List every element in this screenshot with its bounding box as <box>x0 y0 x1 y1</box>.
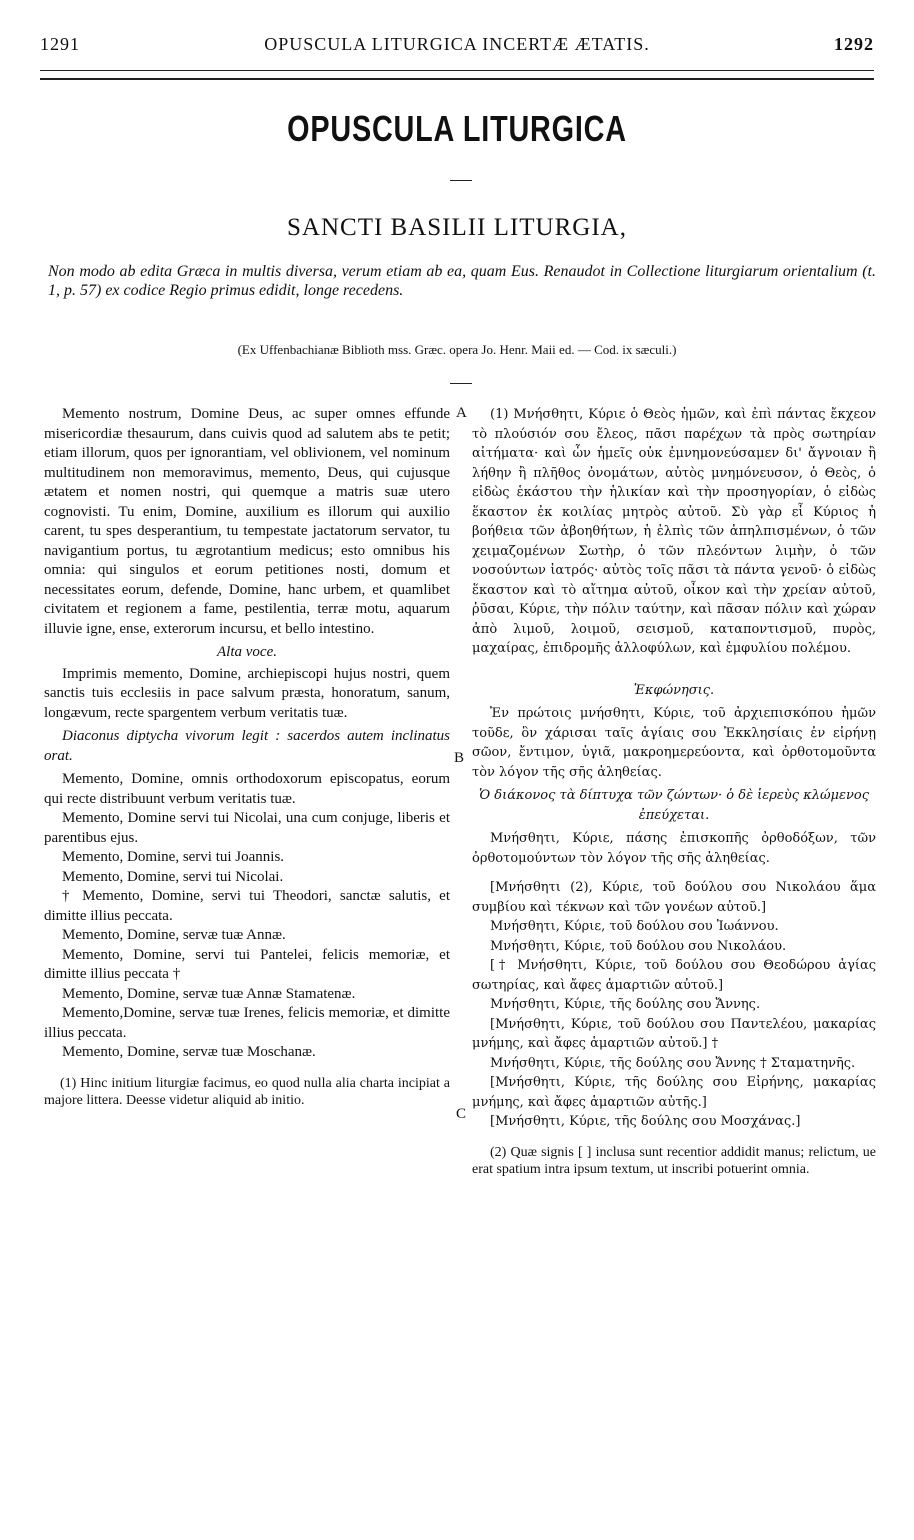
greek-paragraph: Ἐν πρώτοις μνήσθητι, Κύριε, τοῦ ἀρχιεπισκόπου ἡμῶν τοῦδε, ὃν χάρισαι ταῖς ἁγίαις σου Ἐκκλησίαις ἐν εἰρήνῃ σῶον, ἔντιμον, ὑγιᾶ, μακροημερεύοντα, καὶ ὀρθοτομοῦντα τὸν λόγον τῆς σῆς ἀληθείας. <box>472 706 876 780</box>
page-number-left: 1291 <box>40 34 80 54</box>
greek-paragraph: Μνήσθητι, Κύριε, τοῦ δούλου σου Νικολάου. <box>490 938 787 954</box>
latin-paragraph: Memento, Domine, servæ tuæ Annæ Stamatenæ. <box>62 985 356 1002</box>
margin-letter-b: B <box>454 750 465 766</box>
latin-paragraph: Memento,Domine, servæ tuæ Irenes, felicis memoriæ, et dimitte illius peccata. <box>44 1005 450 1041</box>
margin-letter-c: C <box>456 1106 467 1122</box>
greek-paragraph: [† Μνήσθητι, Κύριε, τοῦ δούλου σου Θεοδώρου ἁγίας σωτηρίας, καὶ ἄφες ἁμαρτιῶν αὐτοῦ.] <box>472 958 876 993</box>
greek-paragraph: [Μνήσθητι, Κύριε, τοῦ δούλου σου Παντελέου, μακαρίας μνήμης, καὶ ἄφες ἁμαρτιῶν αὐτοῦ.] † <box>472 1016 876 1051</box>
latin-paragraph: Memento, Domine, servi tui Joannis. <box>62 849 285 865</box>
separator-dash <box>450 383 472 384</box>
greek-paragraph: [Μνήσθητι, Κύριε, τῆς δούλης σου Μοσχάνας.] <box>490 1114 801 1129</box>
running-header <box>40 34 874 58</box>
latin-alta-voce: Alta voce. <box>217 644 277 660</box>
latin-paragraph: Memento, Domine, servi tui Nicolai. <box>62 868 284 885</box>
document-subtitle: SANCTI BASILII LITURGIA, <box>287 214 627 241</box>
latin-paragraph: Imprimis memento, Domine, archiepiscopi hujus nostri, quem sanctis tuis ecclesiis in pace salvum præsta, honoratum, sanum, longævum, recte spargentem verbum veritatis tuæ. <box>44 665 450 721</box>
latin-paragraph: † Memento, Domine, servi tui Theodori, sanctæ salutis, et dimitte illius peccata. <box>44 888 450 924</box>
greek-paragraph: (1) Μνήσθητι, Κύριε ὁ Θεὸς ἡμῶν, καὶ ἐπὶ πάντας ἔκχεον τὸ πλούσιόν σου ἔλεος, πᾶσι παρέχων τὰ πρὸς σωτηρίαν αἰτήματα· καὶ ὧν ἡμεῖς οὐκ ἐμνημονεύσαμεν δι' ἄγνοιαν ἢ λήθην ἢ πλῆθος ὀνομάτων, αὐτὸς μνημόνευσον, ὁ Θεὸς, ὁ εἰδὼς ἑκάστου τὴν ἡλικίαν καὶ τὴν προσηγορίαν, ὁ εἰδὼς ἕκαστον ἐκ κοιλίας μητρὸς αὐτοῦ. Σὺ γὰρ εἶ Κύριος ἡ βοήθεια τῶν ἀβοηθήτων, ἡ ἐλπὶς τῶν ἀπηλπισμένων, ὁ τῶν χειμαζομένων Σωτὴρ, ὁ τῶν πλεόντων λιμὴν, ὁ τῶν νοσούντων ἰατρός· αὐτὸς τοῖς πᾶσι τὰ πάντα γενοῦ· ὁ εἰδὼς ἕκαστον καὶ τὸ αἴτημα αὐτοῦ, οἶκον καὶ τὴν χρείαν αὐτοῦ, ῥῦσαι, Κύριε, τὴν πόλιν ταύτην, καὶ πᾶσαν πόλιν καὶ χώραν ἀπὸ λιμοῦ, λοιμοῦ, σεισμοῦ, καταποντισμοῦ, πυρὸς, μαχαίρας, ἐπιδρομῆς ἀλλοφύλων, καὶ ἐμφυλίου πολέμου. <box>472 407 876 656</box>
document-title: OPUSCULA LITURGICA <box>287 108 627 149</box>
page-number-right: 1292 <box>834 34 874 54</box>
greek-rubric: Ὁ διάκονος τὰ δίπτυχα τῶν ζώντων· ὁ δὲ ἱερεὺς κλώμενος ἐπεύχεται. <box>479 788 869 823</box>
latin-paragraph: Memento, Domine servi tui Nicolai, una cum conjuge, liberis et parentibus ejus. <box>44 810 450 846</box>
header-rule-thick <box>40 78 874 80</box>
source-note: (Ex Uffenbachianæ Biblioth mss. Græc. opera Jo. Henr. Maii ed. — Cod. ix sæculi.) <box>237 342 677 357</box>
greek-paragraph: Μνήσθητι, Κύριε, τῆς δούλης σου Ἄννης † Σταματηνῆς. <box>490 1055 856 1071</box>
greek-footnote: (2) Quæ signis [ ] inclusa sunt recentior addidit manus; relictum, ue erat spatium intra ipsum textum, ut inscribi potuerint omnia. <box>472 1144 876 1177</box>
greek-paragraph: [Μνήσθητι (2), Κύριε, τοῦ δούλου σου Νικολάου ἅμα συμβίου καὶ τέκνων καὶ τῶν γονέων αὐτοῦ.] <box>472 880 876 915</box>
greek-paragraph: Μνήσθητι, Κύριε, πάσης ἐπισκοπῆς ὀρθοδόξων, τῶν ὀρθοτομούντων τὸν λόγον τῆς σῆς ἀληθείας. <box>472 831 876 866</box>
running-title: OPUSCULA LITURGICA INCERTÆ ÆTATIS. <box>264 34 650 54</box>
latin-footnote: (1) Hinc initium liturgiæ facimus, eo quod nulla alia charta incipiat a majore littera. Deesse videtur aliquid ab initio. <box>44 1075 450 1108</box>
margin-letter-a: A <box>456 405 467 421</box>
greek-ekphonesis: Ἐκφώνησις. <box>633 682 715 698</box>
separator-dash <box>450 180 472 181</box>
greek-paragraph: Μνήσθητι, Κύριε, τοῦ δούλου σου Ἰωάννου. <box>490 919 779 934</box>
greek-paragraph: [Μνήσθητι, Κύριε, τῆς δούλης σου Εἰρήνης, μακαρίας μνήμης, καὶ ἄφες ἁμαρτιῶν αὐτῆς.] <box>472 1075 876 1110</box>
greek-paragraph: Μνήσθητι, Κύριε, τῆς δούλης σου Ἄννης. <box>490 997 761 1012</box>
latin-paragraph: Memento, Domine, servæ tuæ Moschanæ. <box>62 1044 316 1060</box>
intro-text: Non modo ab edita Græca in multis diversa, verum etiam ab ea, quam Eus. Renaudot in Collectione liturgiarum orientalium (t. 1, p. 57) ex codice Regio primus edidit, longe recedens. <box>48 263 876 299</box>
latin-rubric: Diaconus diptycha vivorum legit : sacerdos autem inclinatus orat. <box>44 728 450 764</box>
latin-paragraph: Memento nostrum, Domine Deus, ac super omnes effunde misericordiæ thesaurum, dans cuivis quod ad salutem abs te petit; etiam illorum, quos per ignorantiam, vel oblivionem, vel nominum multitudinem non memoravimus, memento, Deus, qui cujusque ætatem et nomen nostri, qui quemque a matris suæ utero cognovisti. Tu enim, Domine, auxilium es illorum qui auxilio carent, tu spes desperantium, tu tempestate jactatorum servator, tu navigantium portus, tu ægrotantium medicus; esto omnibus his omnia: qui singulos et eorum petitiones nosti, domum et necessitates eorum, defende, Domine, hanc urbem, et quamlibet civitatem et regionem a fame, pestilentia, terræ motu, aquarum illuvie igne, ense, exterorum incursu, et bello intestino. <box>44 406 450 637</box>
greek-column <box>472 405 876 1178</box>
latin-paragraph: Memento, Domine, servæ tuæ Annæ. <box>62 927 286 943</box>
latin-column <box>44 405 450 1109</box>
latin-paragraph: Memento, Domine, servi tui Pantelei, felicis memoriæ, et dimitte illius peccata † <box>44 946 450 982</box>
header-rule-thin <box>40 70 874 71</box>
latin-paragraph: Memento, Domine, omnis orthodoxorum episcopatus, eorum qui recte distribuunt verbum veritatis tuæ. <box>44 771 450 807</box>
